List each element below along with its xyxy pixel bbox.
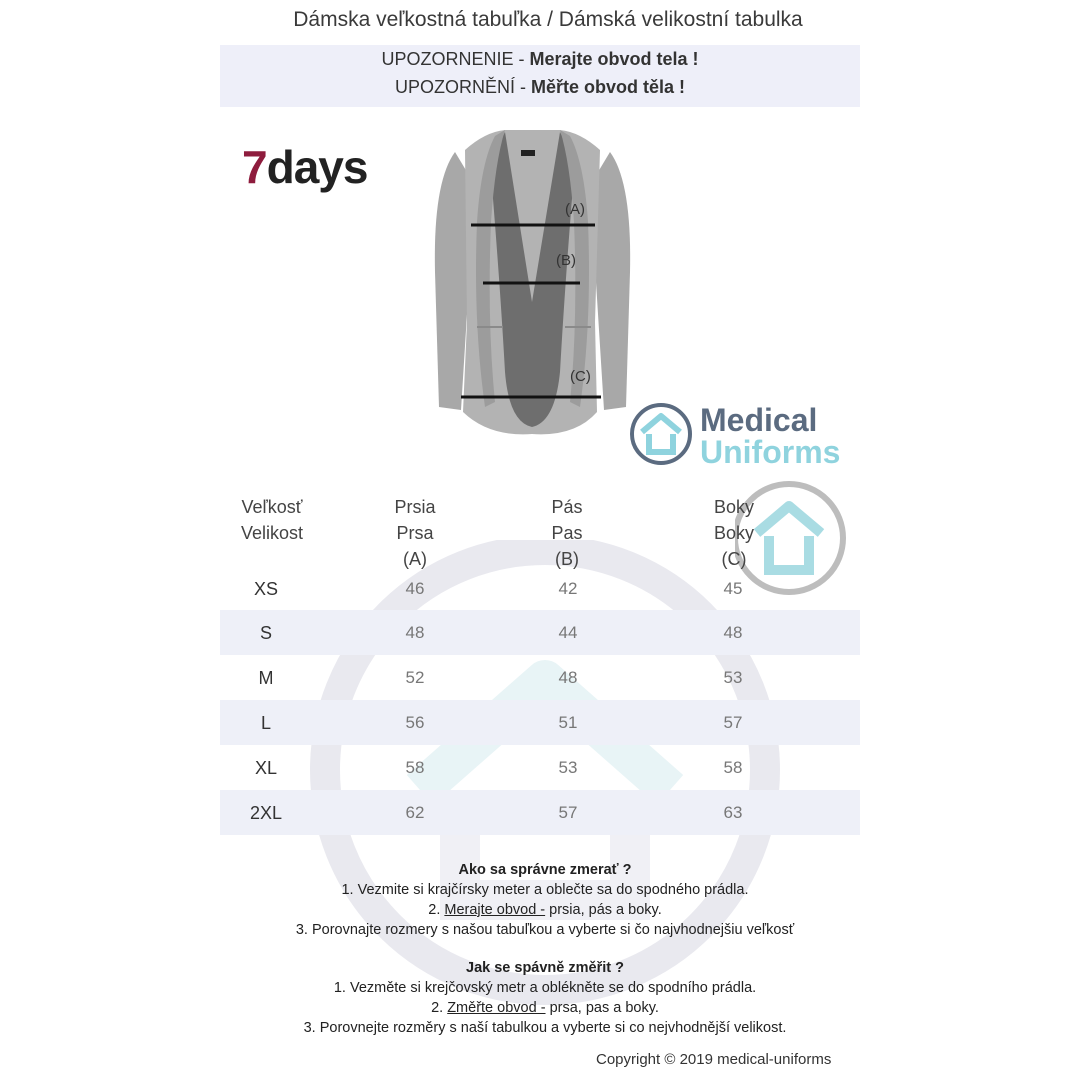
instructions-cz-step2-prefix: 2. [431,1000,444,1016]
header-chest-cz: Prsa [396,523,434,543]
header-hips [694,494,774,572]
instructions-cz-heading: Jak se spávně změřit ? [466,960,624,976]
cell-size: L [260,713,271,733]
header-waist-code: (B) [555,549,579,569]
table-row [220,790,860,835]
header-waist-sk: Pás [551,497,583,517]
table-row [220,700,860,745]
instructions-cz-step2 [220,998,870,1018]
header-size-cz: Velikost [240,523,304,543]
instructions-sk-step2 [220,900,870,920]
cell-hips: 57 [723,713,743,732]
header-waist [527,494,607,572]
instructions-sk-step3: 3. Porovnajte rozmery s našou tabuľkou a vyberte si čo najvhodnejšiu veľkosť [295,922,795,938]
warning-cz-bold: Měřte obvod těla ! [531,77,686,97]
label-b: (B) [556,252,576,269]
copyright: Copyright © 2019 medical-uniforms [596,1051,832,1068]
medical-uniforms-logo-icon [628,400,696,468]
brand-logo-seven: 7 [242,141,267,193]
table-row [220,655,860,700]
cell-waist: 42 [558,579,578,598]
cell-chest: 58 [405,758,425,777]
header-size-sk: Veľkosť [241,497,303,517]
instructions-sk-step2-underlined: Merajte obvod - [444,902,546,918]
cardigan-illustration [425,122,640,442]
label-a: (A) [565,201,585,218]
warning-sk-bold: Merajte obvod tela ! [529,49,699,69]
cell-hips: 48 [723,623,743,642]
cell-hips: 53 [723,668,743,687]
cell-size: XL [254,758,278,778]
instructions-sk-step1: 1. Vezmite si krajčírsky meter a oblečte sa do spodného prádla. [341,882,749,898]
cell-size: S [259,623,272,643]
cell-waist: 44 [558,623,578,642]
instructions-sk-step2-prefix: 2. [428,902,441,918]
header-chest-code: (A) [403,549,427,569]
table-row [220,745,860,790]
warning-cz-prefix: UPOZORNĚNÍ - [394,77,526,97]
warning-sk-prefix: UPOZORNENIE - [381,49,525,69]
instructions [220,860,870,1038]
cell-chest: 62 [405,803,425,822]
header-chest [375,494,455,572]
warning-cz [220,77,860,98]
cell-waist: 57 [558,803,578,822]
header-size [222,494,322,546]
cell-waist: 53 [558,758,578,777]
table-row [220,566,860,611]
cell-hips: 58 [723,758,743,777]
instructions-sk-step2-rest: prsia, pás a boky. [549,902,662,918]
cell-chest: 46 [405,579,425,598]
header-waist-cz: Pas [551,523,583,543]
table-row [220,610,860,655]
header-chest-sk: Prsia [394,497,436,517]
instructions-cz-step1: 1. Vezměte si krejčovský metr a oblékněte se do spodního prádla. [333,980,757,996]
cell-chest: 48 [405,623,425,642]
cell-hips: 63 [723,803,743,822]
header-hips-cz: Boky [713,523,755,543]
cell-waist: 48 [558,668,578,687]
instructions-cz-step3: 3. Porovnejte rozměry s naší tabulkou a vyberte si co nejvhodnější velikost. [303,1020,787,1036]
warning-box [220,45,860,107]
label-c: (C) [570,368,591,385]
header-hips-sk: Boky [713,497,755,517]
instructions-cz-step2-rest: prsa, pas a boky. [549,1000,659,1016]
cell-chest: 52 [405,668,425,687]
cell-waist: 51 [558,713,578,732]
page-title: Dámska veľkostná tabuľka / Dámská velikostní tabulka [293,8,803,31]
warning-sk [220,49,860,70]
cell-size: 2XL [249,803,283,823]
header-hips-code: (C) [721,549,747,569]
medical-uniforms-logo-line2: Uniforms [700,434,841,470]
brand-logo-7days [242,140,367,194]
brand-logo-days: days [266,141,368,193]
cell-size: M [258,668,274,688]
instructions-cz-step2-underlined: Změřte obvod - [447,1000,546,1016]
medical-uniforms-logo-line1: Medical [700,402,818,438]
cell-hips: 45 [723,579,743,598]
cell-chest: 56 [405,713,425,732]
instructions-sk-heading: Ako sa správne zmerať ? [458,862,632,878]
cell-size: XS [253,579,278,599]
